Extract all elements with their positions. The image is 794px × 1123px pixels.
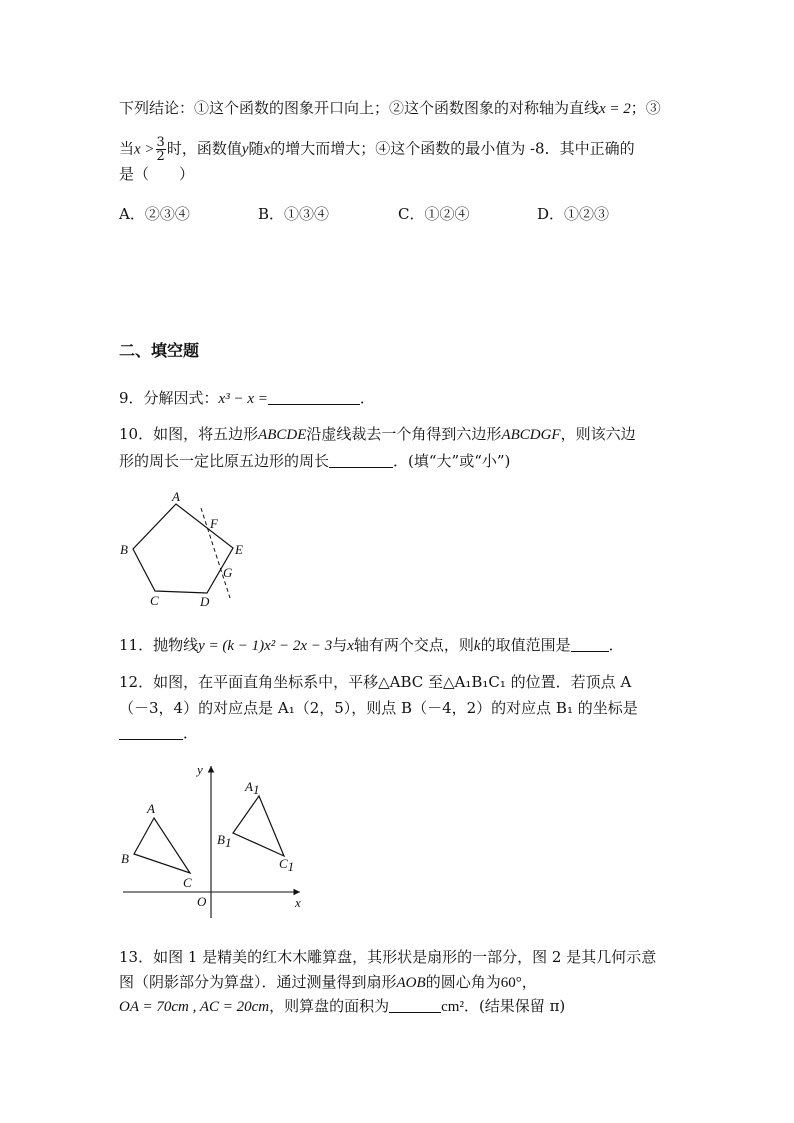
- pentagon-figure: [110, 488, 260, 613]
- q13-text-a3: ，则算盘的面积为: [269, 997, 390, 1015]
- q10-hexagon-name: ABCDGF: [501, 427, 561, 443]
- y-axis-label: y: [197, 762, 203, 777]
- q11-answer-blank[interactable]: [571, 637, 609, 652]
- q9: [119, 388, 375, 409]
- q11: [119, 635, 624, 656]
- q10-text-a: 10．如图，将五边形: [119, 425, 259, 443]
- q13-measure-math: OA = 70cm , AC = 20cm: [119, 999, 270, 1015]
- q12-line1: 12．如图，在平面直角坐标系中，平移△ABC 至△A₁B₁C₁ 的位置．若顶点 A: [119, 673, 632, 691]
- q13-line3: [119, 996, 565, 1017]
- x-axis-label: x: [295, 895, 301, 910]
- q8-line2: [119, 136, 635, 163]
- q8-var-x: x: [263, 141, 271, 158]
- q9-end: ．: [359, 389, 375, 407]
- q8-option-d[interactable]: D．①②③: [537, 205, 610, 223]
- coordinate-figure: [115, 760, 315, 922]
- q11-end: ．: [608, 636, 624, 654]
- q8-text: 下列结论：①这个函数的图象开口向上；②这个函数图象的对称轴为直线: [119, 99, 600, 117]
- label-d: D: [200, 594, 210, 609]
- pentagon-shape: [133, 504, 233, 593]
- q10-text-b: 沿虚线裁去一个角得到六边形: [306, 425, 502, 443]
- q13-text-b: 的圆心角为: [425, 973, 501, 991]
- q11-text-mid2: 轴有两个交点，则: [353, 636, 474, 654]
- origin-label: O: [197, 894, 207, 909]
- q13-sector-name: AOB: [396, 975, 426, 991]
- label-a: A: [147, 801, 155, 816]
- q10-line1: [119, 424, 636, 445]
- q8-condition-math: x >: [134, 141, 155, 158]
- q11-text-mid: 与: [332, 636, 348, 654]
- q8-axis-math: x = 2: [599, 101, 631, 117]
- q9-answer-blank[interactable]: [268, 390, 360, 405]
- q8-text-a: 时，函数值: [166, 139, 242, 158]
- q9-math: x³ − x =: [218, 391, 268, 407]
- q12-line2: （－3，4）的对应点是 A₁（2，5），则点 B（－4，2）的对应点 B₁ 的坐标是: [119, 699, 638, 717]
- q8-option-b[interactable]: B．①③④: [258, 205, 330, 223]
- q8-text-b: 随: [248, 139, 264, 158]
- label-a1: A1: [245, 779, 260, 797]
- triangle-a1b1c1: [233, 796, 284, 856]
- q11-text: 11．抛物线: [119, 636, 199, 654]
- label-e: E: [235, 542, 243, 557]
- q10-text-c: ，则该六边: [560, 425, 636, 443]
- q11-var-x: x: [347, 638, 354, 654]
- q8-fraction: [156, 136, 166, 163]
- q8-text-end: ；③: [630, 99, 661, 117]
- q13-text-a: 图（阴影部分为算盘）．通过测量得到扇形: [119, 973, 397, 991]
- q11-var-k: k: [473, 638, 481, 654]
- q13-angle: 60°: [500, 975, 522, 991]
- section-title: 二、填空题: [119, 341, 200, 360]
- q8-var-y: y: [241, 141, 249, 158]
- triangle-abc: [134, 818, 190, 873]
- q8-text-c: 的增大而增大；④这个函数的最小值为 -8．其中正确的: [270, 139, 635, 158]
- label-g: G: [223, 565, 233, 580]
- label-c: C: [150, 593, 159, 608]
- q11-parabola-math: y = (k − 1)x² − 2x − 3: [198, 638, 333, 654]
- q13-text-c: ，: [521, 973, 537, 991]
- label-a: A: [172, 489, 180, 504]
- label-c1: C1: [279, 856, 295, 874]
- q10-text-b2: ．(填“大”或“小”): [393, 452, 511, 470]
- label-f: F: [210, 516, 218, 531]
- q10-text-a2: 形的周长一定比原五边形的周长: [119, 452, 330, 470]
- label-b: B: [120, 542, 128, 557]
- q8-when: 当: [119, 139, 135, 158]
- q8-line3: 是（ ）: [119, 165, 195, 183]
- q13-line1: 13．如图 1 是精美的红木木雕算盘，其形状是扇形的一部分，图 2 是其几何示意: [119, 948, 657, 966]
- q13-text-b3: ．(结果保留 π): [463, 997, 566, 1015]
- q10-pentagon-name: ABCDE: [258, 427, 307, 443]
- q9-text: 9．分解因式：: [119, 389, 219, 407]
- q10-answer-blank[interactable]: [329, 453, 393, 468]
- label-b1: B1: [217, 832, 232, 850]
- q8-option-a[interactable]: A．②③④: [119, 205, 190, 223]
- q11-text-suffix: 的取值范围是: [480, 636, 571, 654]
- q8-line1: [119, 98, 661, 119]
- label-b: B: [121, 851, 129, 866]
- q8-frac-num: 3: [156, 135, 165, 150]
- q13-answer-blank[interactable]: [389, 998, 441, 1013]
- q8-frac-den: 2: [156, 149, 165, 164]
- q10-line2: [119, 451, 510, 471]
- q12-line3: [119, 723, 198, 743]
- q12-answer-blank[interactable]: [119, 725, 183, 740]
- q8-option-c[interactable]: C．①②④: [398, 205, 470, 223]
- label-c: C: [183, 875, 192, 890]
- q12-end: ．: [183, 724, 199, 742]
- q13-line2: [119, 972, 537, 993]
- q13-unit: cm²: [441, 999, 464, 1015]
